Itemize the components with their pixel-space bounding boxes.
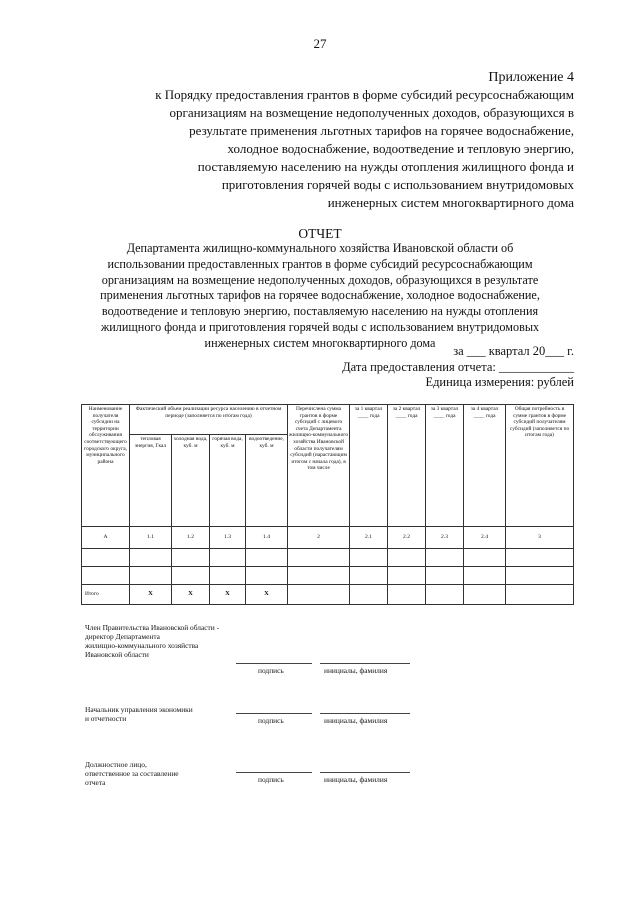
- report-line: применения льготных тарифов на горячее водоснабжение, холодное водоснабжение,: [100, 288, 540, 303]
- signature-line: [236, 772, 312, 773]
- code-cell: 3: [506, 527, 574, 549]
- code-row: [82, 527, 574, 549]
- subheader-drainage: водоотведение, куб. м: [246, 435, 288, 527]
- position-line: Ивановской области: [85, 650, 149, 659]
- signature-caption: подпись: [258, 666, 284, 675]
- report-line: инженерных систем многоквартирного дома: [204, 335, 436, 350]
- total-mark: Х: [246, 585, 288, 605]
- name-caption: инициалы, фамилия: [324, 716, 388, 725]
- code-cell: 2.1: [350, 527, 388, 549]
- name-line: [320, 772, 410, 773]
- position-line: отчета: [85, 778, 106, 787]
- signature-caption: подпись: [258, 775, 284, 784]
- appendix-heading-line: инженерных систем многоквартирного дома: [327, 195, 574, 210]
- header-fact-volume: Фактический объем реализации ресурса населению в отчетном периоде (заполняется по итогам года): [130, 405, 288, 435]
- code-cell: 2.2: [388, 527, 426, 549]
- total-mark: Х: [172, 585, 210, 605]
- appendix-heading-line: холодное водоснабжение, водоотведение и тепловую энергию,: [227, 141, 574, 156]
- total-row: [82, 585, 574, 605]
- signature-caption: подпись: [258, 716, 284, 725]
- total-label: Итого: [82, 585, 130, 605]
- appendix-title: Приложение 4: [488, 70, 574, 85]
- position-line: Должностное лицо,: [85, 760, 147, 769]
- signature-position-responsible: [85, 760, 255, 787]
- name-line: [320, 663, 410, 664]
- appendix-heading: [60, 86, 574, 212]
- appendix-heading-line: поставляемую населению на нужды отопления жилищного фонда и: [197, 159, 574, 174]
- appendix-heading-line: результате применения льготных тарифов на горячее водоснабжение,: [189, 123, 574, 138]
- report-period: за ___ квартал 20___ г.: [453, 344, 574, 358]
- position-line: жилищно-коммунального хозяйства: [85, 641, 199, 650]
- code-cell: А: [82, 527, 130, 549]
- table-row: [82, 549, 574, 567]
- table-row: [82, 567, 574, 585]
- appendix-heading-line: организациям на возмещение недополученных доходов, образующихся в: [169, 105, 574, 120]
- total-mark: Х: [130, 585, 172, 605]
- report-unit: Единица измерения: рублей: [425, 375, 574, 389]
- code-cell: 1.2: [172, 527, 210, 549]
- name-caption: инициалы, фамилия: [324, 775, 388, 784]
- report-description: [70, 241, 570, 352]
- header-q4: за 4 квартал ____ года: [464, 405, 506, 527]
- code-cell: 1.3: [210, 527, 246, 549]
- report-date: Дата предоставления отчета: ____________: [342, 360, 574, 374]
- code-cell: 1.1: [130, 527, 172, 549]
- header-q3: за 3 квартал ____ года: [426, 405, 464, 527]
- appendix-heading-line: к Порядку предоставления грантов в форме субсидий ресурсоснабжающим: [155, 87, 574, 102]
- name-caption: инициалы, фамилия: [324, 666, 388, 675]
- subheader-heat: тепловая энергия, Гкал: [130, 435, 172, 527]
- signature-position-head: [85, 705, 255, 723]
- name-line: [320, 713, 410, 714]
- position-line: директор Департамента: [85, 632, 160, 641]
- header-transferred: Перечислена сумма грантов в форме субсидий с лицевого счета Департамента жилищно-коммунального хозяйства Ивановской области получателям субсидий (нарастающим итогом с начала года), в том числе: [288, 405, 350, 527]
- report-line: использовании предоставленных грантов в форме субсидий ресурсоснабжающим: [107, 256, 533, 271]
- position-line: Член Правительства Ивановской области -: [85, 623, 220, 632]
- position-line: и отчетности: [85, 714, 127, 723]
- code-cell: 2.3: [426, 527, 464, 549]
- page-number: 27: [313, 36, 327, 51]
- code-cell: 2.4: [464, 527, 506, 549]
- signature-position-director: [85, 623, 255, 659]
- signature-line: [236, 663, 312, 664]
- subheader-hot-water: горячая вода, куб. м: [210, 435, 246, 527]
- report-title: ОТЧЕТ: [298, 226, 342, 241]
- header-q2: за 2 квартал ____ года: [388, 405, 426, 527]
- report-line: Департамента жилищно-коммунального хозяйства Ивановской области об: [126, 241, 514, 255]
- report-line: водоотведение и тепловую энергию, поставляемую населению на нужды отопления: [101, 304, 539, 319]
- subheader-cold-water: холодная вода, куб. м: [172, 435, 210, 527]
- header-q1: за 1 квартал ____ года: [350, 405, 388, 527]
- report-table: [81, 404, 574, 605]
- header-need: Общая потребность в сумме грантов в форме субсидий получателям субсидий (заполняется по итогам года): [506, 405, 574, 527]
- signature-line: [236, 713, 312, 714]
- header-recipient: Наименование получателя субсидии на территории обслуживания соответствующего городского округа, муниципального района: [82, 405, 130, 527]
- appendix-heading-line: приготовления горячей воды с использованием внутридомовых: [221, 177, 574, 192]
- report-line: организациям на возмещение недополученных доходов, образующихся в результате: [101, 272, 539, 287]
- report-line: жилищного фонда и приготовления горячей воды с использованием внутридомовых: [100, 319, 540, 334]
- position-line: Начальник управления экономики: [85, 705, 193, 714]
- code-cell: 2: [288, 527, 350, 549]
- position-line: ответственное за составление: [85, 769, 179, 778]
- total-mark: Х: [210, 585, 246, 605]
- code-cell: 1.4: [246, 527, 288, 549]
